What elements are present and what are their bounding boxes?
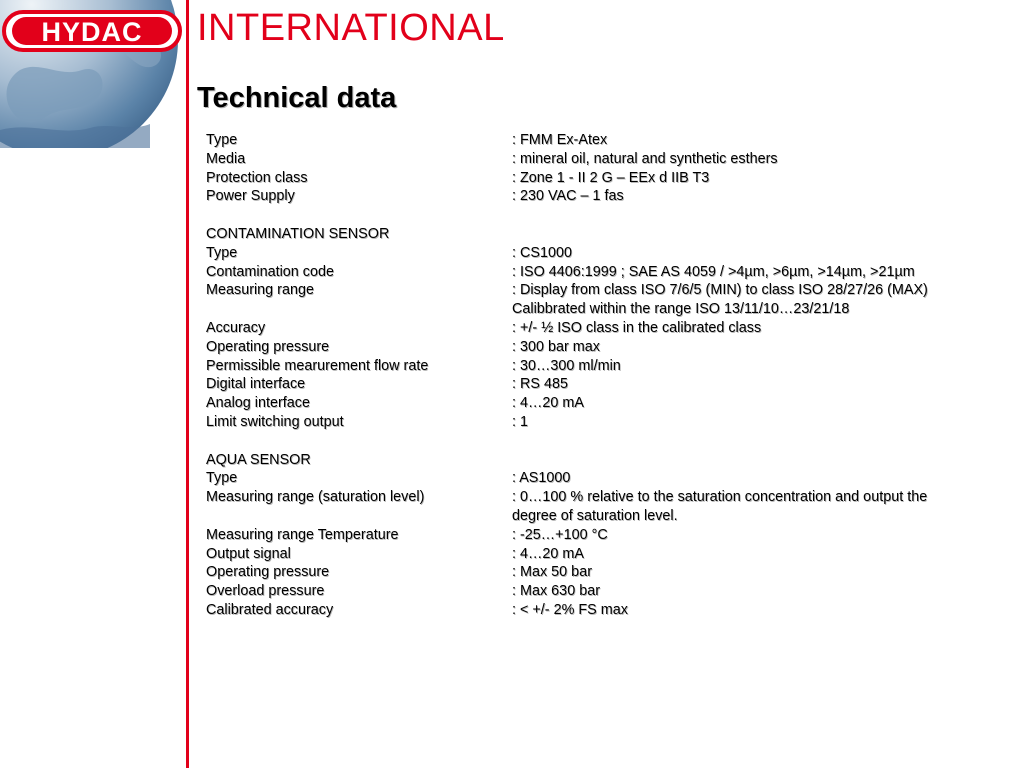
spec-value: : 0…100 % relative to the saturation concentration and output the — [512, 489, 928, 506]
spec-label: Measuring range — [206, 282, 314, 299]
spec-label: CONTAMINATION SENSOR — [206, 225, 390, 242]
spec-value: : 4…20 mA — [512, 395, 584, 412]
spec-label: Measuring range (saturation level) — [206, 489, 425, 506]
spec-value: : ISO 4406:1999 ; SAE AS 4059 / >4µm, >6µm, >14µm, >21µm — [512, 263, 915, 280]
red-vertical-rule — [186, 0, 189, 768]
spec-value: degree of saturation level. — [512, 507, 678, 524]
spec-label: Limit switching output — [206, 413, 344, 430]
spec-value: : +/- ½ ISO class in the calibrated class — [512, 319, 762, 336]
spec-value: : -25…+100 °C — [512, 526, 608, 543]
svg-text:HYDAC: HYDAC — [41, 17, 143, 47]
spec-label: Digital interface — [206, 376, 306, 393]
spec-value: : Max 630 bar — [512, 583, 600, 600]
spec-value: : mineral oil, natural and synthetic esthers — [512, 150, 778, 167]
spec-label: AQUA SENSOR — [206, 451, 311, 468]
spec-value: : Zone 1 - II 2 G – EEx d IIB T3 — [512, 169, 710, 186]
page-title: Technical data — [197, 82, 397, 114]
spec-label: Type — [206, 244, 238, 261]
spec-value: : < +/- 2% FS max — [512, 601, 628, 618]
spec-label: Permissible mearurement flow rate — [206, 357, 429, 374]
spec-label: Type — [206, 470, 238, 487]
spec-label: Calibrated accuracy — [206, 601, 334, 618]
spec-label: Protection class — [206, 169, 308, 186]
spec-value: : Display from class ISO 7/6/5 (MIN) to class ISO 28/27/26 (MAX) — [512, 282, 928, 299]
spec-value: : RS 485 — [512, 376, 568, 393]
spec-label: Type — [206, 132, 238, 148]
spec-value: Calibbrated within the range ISO 13/11/10…23/21/18 — [512, 301, 850, 318]
spec-label: Analog interface — [206, 395, 311, 412]
spec-value: : 300 bar max — [512, 338, 600, 355]
spec-value: : 4…20 mA — [512, 545, 584, 562]
spec-label: Operating pressure — [206, 338, 330, 355]
spec-value: : 1 — [512, 413, 528, 430]
spec-value: : 230 VAC – 1 fas — [512, 188, 624, 205]
hydac-logo — [2, 10, 182, 52]
spec-label: Measuring range Temperature — [206, 526, 399, 543]
spec-label: Overload pressure — [206, 583, 325, 600]
spec-value: : CS1000 — [512, 244, 573, 261]
spec-value: : Max 50 bar — [512, 564, 592, 581]
spec-label: Output signal — [206, 545, 291, 562]
spec-label: Accuracy — [206, 319, 266, 336]
spec-label: Power Supply — [206, 188, 295, 205]
spec-label: Operating pressure — [206, 564, 330, 581]
spec-label: Contamination code — [206, 263, 334, 280]
spec-label: Media — [206, 150, 246, 167]
spec-value: : AS1000 — [512, 470, 571, 487]
spec-value: : FMM Ex-Atex — [512, 132, 608, 148]
brand-subtitle: INTERNATIONAL — [197, 7, 505, 49]
spec-value: : 30…300 ml/min — [512, 357, 621, 374]
